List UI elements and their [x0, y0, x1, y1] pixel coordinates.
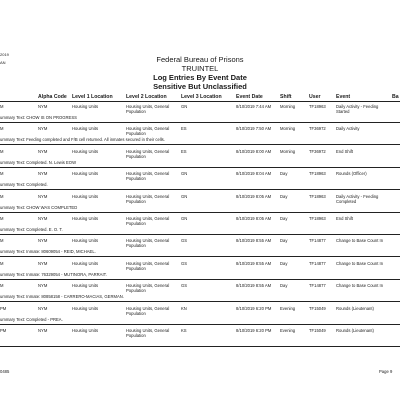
entry-time-suffix: M — [0, 260, 4, 266]
entry-level2-location: Housing Units, General Population — [126, 305, 170, 316]
entry-event-date: 8/10/2019 7:50 AM — [236, 126, 272, 132]
row-divider — [0, 301, 400, 302]
entry-alpha-code: NYM — [38, 104, 48, 109]
footer-code: 0485 — [0, 369, 10, 374]
report-title: Log Entries By Event Date — [153, 73, 247, 82]
entry-alpha-code: NYM — [38, 171, 48, 177]
entry-shift: Day — [280, 260, 288, 266]
entry-shift: Day — [280, 238, 288, 244]
col-level2-location: Level 2 Location — [126, 94, 167, 100]
entry-event-date: 8/10/2019 8:55 AM — [236, 260, 272, 266]
entry-level1-location: Housing Units — [72, 305, 99, 311]
entry-time-suffix: M — [0, 216, 4, 221]
entry-event-date: 8/10/2019 7:44 AM — [236, 104, 272, 109]
entry-time-suffix: M — [0, 126, 4, 132]
entry-event-date: 8/10/2019 8:55 AM — [236, 283, 272, 289]
entry-level3-location: GS — [181, 283, 188, 289]
entry-shift: Day — [280, 216, 288, 221]
col-shift: Shift — [280, 94, 292, 100]
entry-event: Change to Base Count In — [336, 283, 384, 289]
entry-shift: Day — [280, 171, 288, 177]
entry-shift: Evening — [280, 328, 296, 333]
entry-shift: Evening — [280, 305, 296, 311]
entry-alpha-code: NYM — [38, 238, 48, 244]
col-event-date: Event Date — [236, 94, 263, 100]
entry-level1-location: Housing Units — [72, 216, 99, 221]
entry-event: Rounds (Lieutenant) — [336, 305, 374, 311]
entry-event-date: 8/10/2019 8:04 AM — [236, 171, 272, 177]
row-divider — [0, 189, 400, 190]
entry-user: TF18963 — [309, 193, 326, 199]
entry-shift: Day — [280, 193, 288, 199]
entry-user: TF14877 — [309, 260, 326, 266]
row-divider — [0, 167, 400, 168]
entry-alpha-code: NYM — [38, 283, 48, 289]
entry-level1-location: Housing Units — [72, 126, 99, 132]
entry-event-date: 8/10/2019 8:00 AM — [236, 148, 272, 154]
entry-event: Daily Activity - Feeding Started — [336, 104, 379, 114]
col-ba: Ba — [392, 94, 399, 100]
entry-level3-location: KS — [181, 328, 187, 333]
entry-level2-location: Housing Units, General Population — [126, 238, 170, 249]
entry-user: TF18963 — [309, 104, 326, 109]
entry-level2-location: Housing Units, General Population — [126, 283, 170, 294]
entry-summary-text: ummary Text: Completed - PREA. — [0, 316, 63, 322]
entry-time-suffix: PM — [0, 328, 7, 333]
entry-user: TF14877 — [309, 238, 326, 244]
col-level3-location: Level 3 Location — [181, 94, 222, 100]
corner-time-fragment: AN — [0, 60, 6, 65]
entry-time-suffix: M — [0, 238, 4, 244]
entry-event-date: 8/10/2019 6:20 PM — [236, 305, 272, 311]
entry-level1-location: Housing Units — [72, 148, 99, 154]
entry-level3-location: GS — [181, 238, 188, 244]
entry-level2-location: Housing Units, General Population — [126, 104, 170, 114]
row-divider — [0, 324, 400, 325]
entry-level3-location: GN — [181, 104, 188, 109]
entry-time-suffix: M — [0, 193, 4, 199]
entry-level1-location: Housing Units — [72, 260, 99, 266]
entry-level3-location: ES — [181, 148, 187, 154]
entry-summary-text: ummary Text: Feeding completed and F/B cell returned. All inmates secured in their cells. — [0, 137, 165, 143]
entry-summary-text: ummary Text: Inmate: 80858158 - CARRERO-MACIAS, GERMAN. — [0, 294, 124, 300]
row-divider — [0, 144, 400, 145]
entry-alpha-code: NYM — [38, 305, 48, 311]
entry-event-date: 8/10/2019 8:55 AM — [236, 238, 272, 244]
entry-level2-location: Housing Units, General Population — [126, 260, 170, 271]
entry-event: End Shift — [336, 148, 353, 154]
entry-user: TF15049 — [309, 305, 326, 311]
entry-event-date: 8/10/2019 8:05 AM — [236, 193, 272, 199]
entry-level3-location: GS — [181, 260, 188, 266]
entry-level1-location: Housing Units — [72, 104, 99, 109]
entry-event: Rounds (Lieutenant) — [336, 328, 374, 333]
col-user: User — [309, 94, 321, 100]
entry-level3-location: GN — [181, 216, 188, 221]
entry-level1-location: Housing Units — [72, 283, 99, 289]
entry-user: TF36972 — [309, 126, 326, 132]
row-divider — [0, 234, 400, 235]
entry-level1-location: Housing Units — [72, 238, 99, 244]
entry-level2-location: Housing Units, General Population — [126, 328, 170, 338]
entry-event: Daily Activity — [336, 126, 360, 132]
entry-user: TF18963 — [309, 216, 326, 221]
entry-shift: Morning — [280, 126, 296, 132]
entry-level2-location: Housing Units, General Population — [126, 171, 170, 182]
entry-summary-text: ummary Text: Completed. E. O. T. — [0, 227, 63, 232]
entry-alpha-code: NYM — [38, 126, 48, 132]
entry-alpha-code: NYM — [38, 216, 48, 221]
entry-level1-location: Housing Units — [72, 171, 99, 177]
entry-event: Rounds (Officer) — [336, 171, 367, 177]
entry-level2-location: Housing Units, General Population — [126, 148, 170, 159]
entry-summary-text: ummary Text: Completed. N. Lewis EOW — [0, 159, 77, 165]
entry-event: Daily Activity - Feeding Completed — [336, 193, 379, 204]
entry-shift: Day — [280, 283, 288, 289]
entry-level2-location: Housing Units, General Population — [126, 126, 170, 137]
entry-event: Change to Base Count In — [336, 238, 384, 244]
row-divider — [0, 122, 400, 123]
entry-user: TF36972 — [309, 148, 326, 154]
entry-event-date: 8/10/2019 8:05 AM — [236, 216, 272, 221]
entry-shift: Morning — [280, 148, 296, 154]
row-divider — [0, 346, 400, 347]
entry-summary-text: ummary Text: CHOW IS ON PROGRESS — [0, 115, 77, 120]
col-level1-location: Level 1 Location — [72, 94, 113, 100]
classification-label: Sensitive But Unclassified — [153, 82, 247, 91]
entry-user: TF18963 — [309, 171, 326, 177]
entry-alpha-code: NYM — [38, 260, 48, 266]
entry-level2-location: Housing Units, General Population — [126, 193, 170, 204]
entry-user: TF15049 — [309, 328, 326, 333]
entry-time-suffix: M — [0, 283, 4, 289]
entry-summary-text: ummary Text: Inmate: 76329054 - MUTINORA, PARRAIT. — [0, 271, 107, 277]
col-alpha-code: Alpha Code — [38, 94, 67, 100]
entry-alpha-code: NYM — [38, 328, 48, 333]
corner-date-fragment: 2019 — [0, 52, 9, 57]
entry-level3-location: GN — [181, 171, 188, 177]
row-divider — [0, 212, 400, 213]
entry-alpha-code: NYM — [38, 148, 48, 154]
row-divider — [0, 279, 400, 280]
entry-level3-location: GN — [181, 193, 188, 199]
entry-level1-location: Housing Units — [72, 328, 99, 333]
entry-user: TF14877 — [309, 283, 326, 289]
entry-time-suffix: M — [0, 104, 4, 109]
entry-level2-location: Housing Units, General Population — [126, 216, 170, 226]
entry-alpha-code: NYM — [38, 193, 48, 199]
header-rule — [0, 101, 400, 102]
entry-time-suffix: M — [0, 171, 4, 177]
entry-time-suffix: M — [0, 148, 4, 154]
system-title: TRUINTEL — [181, 64, 219, 73]
entry-summary-text: ummary Text: CHOW WAS COMPLETED — [0, 204, 78, 210]
entry-event-date: 8/10/2019 6:20 PM — [236, 328, 272, 333]
agency-title: Federal Bureau of Prisons — [156, 55, 244, 64]
col-event: Event — [336, 94, 351, 100]
entry-time-suffix: PM — [0, 305, 7, 311]
entry-level1-location: Housing Units — [72, 193, 99, 199]
page-number: Page 9 — [379, 369, 393, 374]
entry-level3-location: ES — [181, 126, 187, 132]
entry-event: End Shift — [336, 216, 353, 221]
entry-event: Change to Base Count In — [336, 260, 384, 266]
entry-level3-location: KN — [181, 305, 187, 311]
entry-summary-text: ummary Text: Inmate: 80609054 - REID, MICHAEL. — [0, 249, 96, 255]
row-divider — [0, 256, 400, 257]
entry-summary-text: ummary Text: Completed. — [0, 182, 48, 188]
entry-shift: Morning — [280, 104, 296, 109]
